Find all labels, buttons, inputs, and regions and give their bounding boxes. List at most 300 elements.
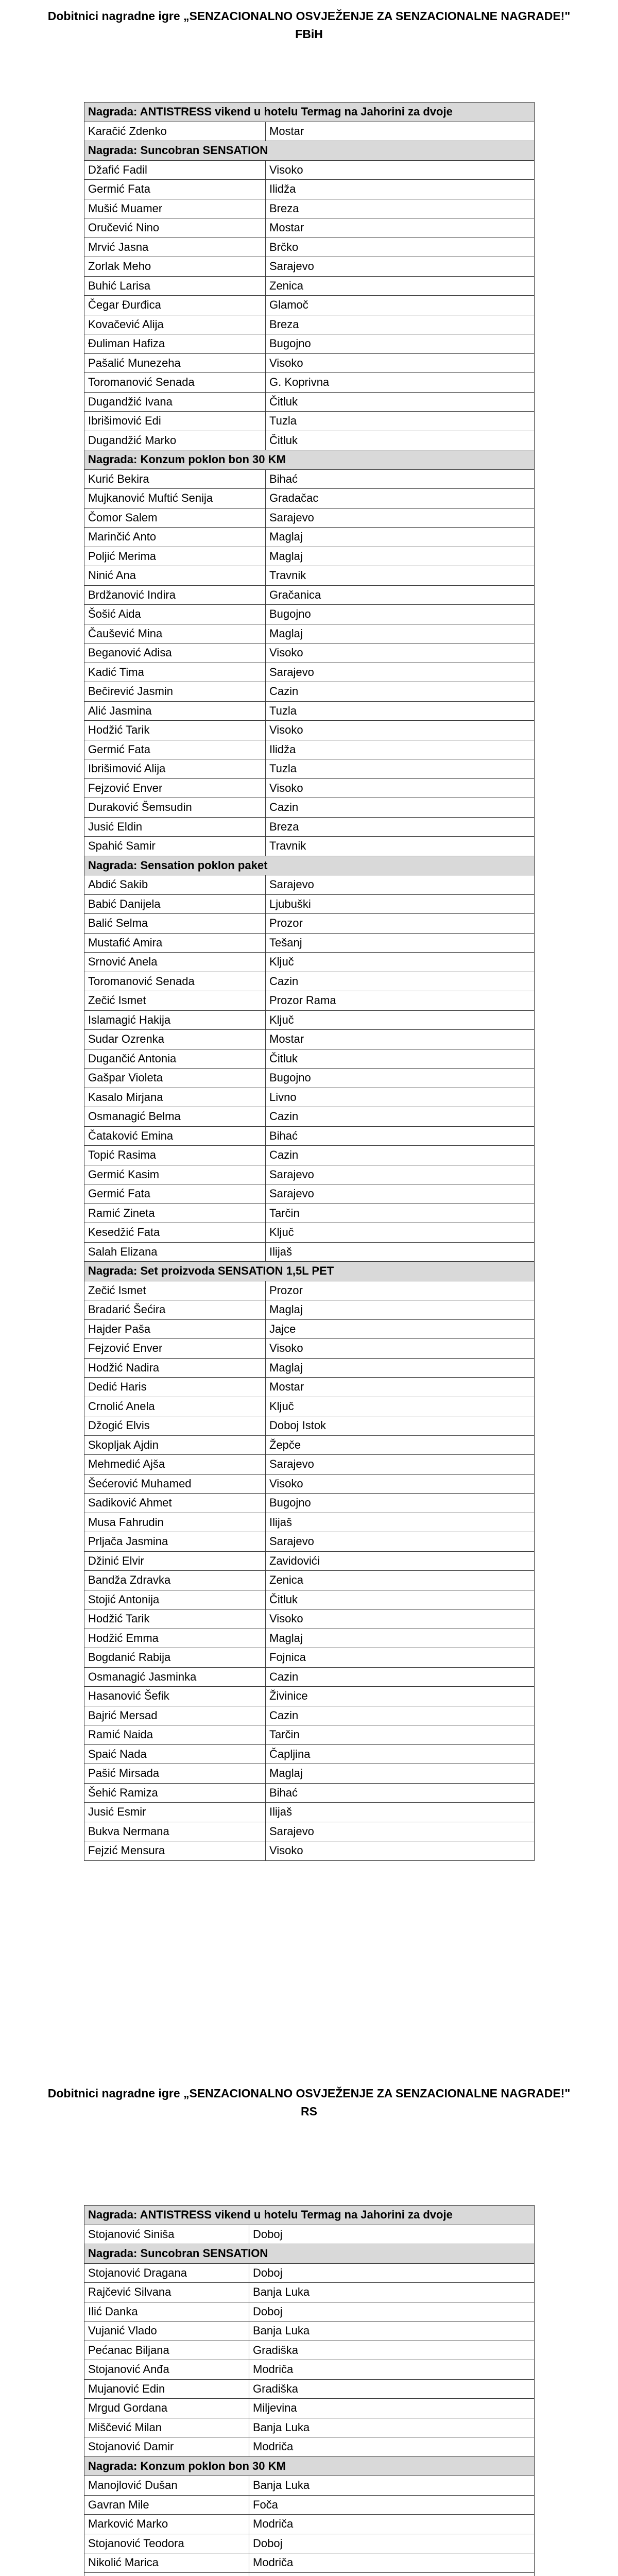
table-row — [84, 894, 535, 914]
winner-city: Mostar — [266, 1030, 535, 1049]
table-row — [84, 1629, 535, 1648]
table-row — [84, 276, 535, 296]
table-row — [84, 1571, 535, 1590]
winner-city: Maglaj — [266, 1629, 535, 1648]
prize-header: Nagrada: Konzum poklon bon 30 KM — [84, 2456, 535, 2476]
table-row — [84, 1764, 535, 1784]
table-row — [84, 2437, 535, 2457]
winner-city: Visoko — [266, 353, 535, 373]
table-row — [84, 1803, 535, 1822]
winner-city: Doboj — [249, 2302, 535, 2321]
table-row — [84, 778, 535, 798]
table-row — [84, 1069, 535, 1088]
winner-name: Džinić Elvir — [84, 1551, 266, 1571]
table-row — [84, 1822, 535, 1841]
winner-city: Cazin — [266, 682, 535, 702]
table-row — [84, 1725, 535, 1745]
table-row — [84, 353, 535, 373]
table-row — [84, 1513, 535, 1532]
winner-name: Germić Kasim — [84, 1165, 266, 1184]
table-row — [84, 218, 535, 238]
winner-city: Banja Luka — [249, 2418, 535, 2437]
table-row — [84, 1841, 535, 1861]
winner-name: Mehmedić Ajša — [84, 1455, 266, 1475]
fbih-title-line1: Dobitnici nagradne igre „SENZACIONALNO OSVJEŽENJE ZA SENZACIONALNE NAGRADE!" — [47, 9, 571, 23]
winner-name: Gavran Mile — [84, 2495, 249, 2515]
rs-title-line1: Dobitnici nagradne igre „SENZACIONALNO OSVJEŽENJE ZA SENZACIONALNE NAGRADE!" — [47, 2087, 571, 2100]
table-row — [84, 508, 535, 528]
winner-name: Čomor Salem — [84, 508, 266, 528]
rs-title-line2: RS — [301, 2104, 317, 2118]
winner-city: Visoko — [266, 721, 535, 740]
winner-name: Ramić Naida — [84, 1725, 266, 1745]
winner-name: Kurić Bekira — [84, 469, 266, 489]
winner-name: Dugančić Antonia — [84, 1049, 266, 1069]
winner-city: Bugojno — [266, 1069, 535, 1088]
table-row — [84, 2302, 535, 2321]
prize-header-row — [84, 856, 535, 875]
winner-name: Topić Rasima — [84, 1146, 266, 1165]
winner-city: Glamoč — [266, 296, 535, 315]
winner-city: Gradiška — [249, 2379, 535, 2399]
table-row — [84, 2572, 535, 2576]
winner-name: Germić Fata — [84, 180, 266, 199]
winner-city: Ključ — [266, 1010, 535, 1030]
prize-header-row — [84, 2244, 535, 2264]
winner-name: Karačić Zdenko — [84, 122, 266, 141]
winner-name: Manojlović Dušan — [84, 2476, 249, 2496]
winner-name: Osmanagić Jasminka — [84, 1667, 266, 1687]
winner-city: Gradačac — [266, 489, 535, 509]
table-row — [84, 1378, 535, 1397]
winner-name: Mustafić Amira — [84, 933, 266, 953]
winner-city: Visoko — [266, 778, 535, 798]
winner-name: Stojanović Dragana — [84, 2263, 249, 2283]
winner-city: Zenica — [266, 276, 535, 296]
winner-city: Modriča — [249, 2515, 535, 2534]
winner-name: Mušić Muamer — [84, 199, 266, 218]
prize-header: Nagrada: Suncobran SENSATION — [84, 141, 535, 161]
table-row — [84, 1088, 535, 1107]
winner-name: Duraković Šemsudin — [84, 798, 266, 818]
table-row — [84, 2476, 535, 2496]
winner-city: Prozor — [266, 914, 535, 934]
winner-city: Ljubuški — [266, 894, 535, 914]
winner-name: Nikolić Marica — [84, 2553, 249, 2573]
winner-city: Modriča — [249, 2553, 535, 2573]
winner-name: Bogdanić Rabija — [84, 1648, 266, 1668]
table-row — [84, 1107, 535, 1127]
table-row — [84, 122, 535, 141]
table-row — [84, 2283, 535, 2302]
table-row — [84, 1744, 535, 1764]
winner-city: Ključ — [266, 1223, 535, 1243]
table-row — [84, 1667, 535, 1687]
winner-city: Sarajevo — [266, 1165, 535, 1184]
winner-city: Maglaj — [266, 547, 535, 566]
table-row — [84, 1030, 535, 1049]
winner-name: Ninić Ana — [84, 566, 266, 586]
table-row — [84, 933, 535, 953]
table-row — [84, 2263, 535, 2283]
winner-name: Buhić Larisa — [84, 276, 266, 296]
winner-name: Kadić Tima — [84, 663, 266, 682]
winner-city: Visoko — [266, 1339, 535, 1359]
winner-city: Ključ — [266, 953, 535, 972]
winner-name: Hajder Paša — [84, 1319, 266, 1339]
table-row — [84, 605, 535, 624]
table-row — [84, 798, 535, 818]
winner-name: Abdić Sakib — [84, 875, 266, 895]
winner-city: Bihać — [266, 1783, 535, 1803]
winner-name: Rajčević Silvana — [84, 2283, 249, 2302]
table-row — [84, 1358, 535, 1378]
winner-name: Sudar Ozrenka — [84, 1030, 266, 1049]
table-row — [84, 1494, 535, 1513]
winner-name: Mrgud Gordana — [84, 2399, 249, 2418]
table-row — [84, 837, 535, 856]
table-row — [84, 257, 535, 277]
winner-name: Mujkanović Muftić Senija — [84, 489, 266, 509]
winner-name: Ilić Danka — [84, 2302, 249, 2321]
winner-city: Mostar — [266, 122, 535, 141]
table-row — [84, 2341, 535, 2360]
winner-name: Alić Jasmina — [84, 701, 266, 721]
winner-name: Ibrišimović Edi — [84, 412, 266, 431]
winner-city: Tuzla — [266, 701, 535, 721]
winner-city: Visoko — [266, 160, 535, 180]
winner-name: Šećerović Muhamed — [84, 1474, 266, 1494]
prize-header: Nagrada: ANTISTRESS vikend u hotelu Termag na Jahorini za dvoje — [84, 2206, 535, 2225]
table-row — [84, 1146, 535, 1165]
winner-name: Jusić Eldin — [84, 817, 266, 837]
winner-name: Džafić Fadil — [84, 160, 266, 180]
winner-name: Sadiković Ahmet — [84, 1494, 266, 1513]
winner-name: Ramić Zineta — [84, 1204, 266, 1223]
winner-name: Crnolić Anela — [84, 1397, 266, 1416]
winner-name: Ibrišimović Alija — [84, 759, 266, 779]
winner-city: Čitluk — [266, 392, 535, 412]
table-row — [84, 1590, 535, 1609]
winner-city: Čitluk — [266, 1049, 535, 1069]
winner-name: Stojić Antonija — [84, 1590, 266, 1609]
table-row — [84, 817, 535, 837]
winner-name: Stojanović Siniša — [84, 2225, 249, 2244]
table-row — [84, 953, 535, 972]
winner-city: Maglaj — [266, 1764, 535, 1784]
winner-city: Gradiška — [249, 2341, 535, 2360]
winner-city: Prozor — [266, 1281, 535, 1300]
winner-name: Pašić Mirsada — [84, 1764, 266, 1784]
winner-city: Zavidovići — [266, 1551, 535, 1571]
winner-city: Fojnica — [266, 1648, 535, 1668]
table-row — [84, 643, 535, 663]
winner-city: Sarajevo — [266, 1455, 535, 1475]
winner-name: Spaić Nada — [84, 1744, 266, 1764]
table-row — [84, 972, 535, 991]
winner-name: Vujanić Vlado — [84, 2321, 249, 2341]
winner-name: Kesedžić Fata — [84, 1223, 266, 1243]
table-row — [84, 296, 535, 315]
winner-name: Stojanović Anđa — [84, 2360, 249, 2380]
winner-city: Mostar — [266, 1378, 535, 1397]
rs-title — [0, 2084, 618, 2120]
winner-name: Stojanović Teodora — [84, 2534, 249, 2553]
winner-name: Bukva Nermana — [84, 1822, 266, 1841]
winner-city: Sarajevo — [266, 1184, 535, 1204]
prize-header: Nagrada: Set proizvoda SENSATION 1,5L PET — [84, 1262, 535, 1281]
table-row — [84, 991, 535, 1011]
winner-city: Tarčin — [266, 1204, 535, 1223]
winner-name: Osmanagić Belma — [84, 1107, 266, 1127]
table-row — [84, 2360, 535, 2380]
winner-name: Toromanović Senada — [84, 972, 266, 991]
winner-name: Skopljak Ajdin — [84, 1435, 266, 1455]
winner-city: Sarajevo — [266, 508, 535, 528]
prize-header: Nagrada: Sensation poklon paket — [84, 856, 535, 875]
winner-name: Marinčić Anto — [84, 528, 266, 547]
table-row — [84, 1223, 535, 1243]
winner-name: Musa Fahrudin — [84, 1513, 266, 1532]
table-row — [84, 2418, 535, 2437]
table-row — [84, 1648, 535, 1668]
prize-header-row — [84, 2206, 535, 2225]
winner-city: G. Koprivna — [266, 373, 535, 393]
winner-city: Modriča — [249, 2437, 535, 2457]
table-row — [84, 2399, 535, 2418]
winner-name: Babić Danijela — [84, 894, 266, 914]
winner-name: Germić Fata — [84, 740, 266, 759]
winner-city: Ilijaš — [266, 1513, 535, 1532]
prize-header-row — [84, 1262, 535, 1281]
winner-city: Gračanica — [266, 585, 535, 605]
winner-city: Bihać — [266, 469, 535, 489]
winner-name: Hasanović Šefik — [84, 1687, 266, 1706]
winner-city: Visoko — [266, 1474, 535, 1494]
winner-city: Ključ — [266, 1397, 535, 1416]
winner-name: Salah Elizana — [84, 1242, 266, 1262]
winner-city: Visoko — [266, 643, 535, 663]
winner-city: Visoko — [266, 1841, 535, 1861]
winner-name: Čegar Đurđica — [84, 296, 266, 315]
winner-city: Ilidža — [266, 180, 535, 199]
winner-city: Mostar — [266, 218, 535, 238]
winner-name: Zorlak Meho — [84, 257, 266, 277]
winner-name: Islamagić Hakija — [84, 1010, 266, 1030]
table-row — [84, 315, 535, 334]
winner-name: Prljača Jasmina — [84, 1532, 266, 1552]
winner-name: Bradarić Šećira — [84, 1300, 266, 1320]
table-row — [84, 682, 535, 702]
winner-name: Kasalo Mirjana — [84, 1088, 266, 1107]
winner-city: Livno — [266, 1088, 535, 1107]
winner-name: Bandža Zdravka — [84, 1571, 266, 1590]
winner-city: Maglaj — [266, 1358, 535, 1378]
table-row — [84, 1455, 535, 1475]
winner-city: Bugojno — [266, 334, 535, 354]
table-row — [84, 392, 535, 412]
table-row — [84, 1010, 535, 1030]
winner-city: Jajce — [266, 1319, 535, 1339]
table-row — [84, 160, 535, 180]
winner-city: Sarajevo — [266, 1532, 535, 1552]
winner-name: Fejzić Mensura — [84, 1841, 266, 1861]
winner-city: Cazin — [266, 972, 535, 991]
winner-name — [84, 2572, 249, 2576]
winner-city: Maglaj — [266, 1300, 535, 1320]
winner-city: Zenica — [266, 1571, 535, 1590]
winner-name: Čaušević Mina — [84, 624, 266, 643]
winner-name: Dugandžić Ivana — [84, 392, 266, 412]
table-row — [84, 180, 535, 199]
winner-name: Stojanović Damir — [84, 2437, 249, 2457]
winner-name: Šošić Aida — [84, 605, 266, 624]
winner-city: Banja Luka — [249, 2283, 535, 2302]
winner-city: Doboj — [249, 2225, 535, 2244]
winner-name: Miščević Milan — [84, 2418, 249, 2437]
winner-name: Marković Marko — [84, 2515, 249, 2534]
table-row — [84, 624, 535, 643]
table-row — [84, 2495, 535, 2515]
table-row — [84, 431, 535, 450]
winner-city: Doboj — [249, 2534, 535, 2553]
winner-name: Kovačević Alija — [84, 315, 266, 334]
winner-city: Travnik — [266, 566, 535, 586]
winner-city: Banja Luka — [249, 2321, 535, 2341]
table-row — [84, 875, 535, 895]
table-row — [84, 2321, 535, 2341]
table-row — [84, 528, 535, 547]
winner-city: Živinice — [266, 1687, 535, 1706]
winner-city: Foča — [249, 2495, 535, 2515]
winner-city: Čapljina — [266, 1744, 535, 1764]
winner-city: Maglaj — [266, 528, 535, 547]
winner-name: Toromanović Senada — [84, 373, 266, 393]
table-row — [84, 701, 535, 721]
winner-city: Ilijaš — [266, 1242, 535, 1262]
winner-city: Cazin — [266, 1706, 535, 1725]
winner-city: Ilidža — [266, 740, 535, 759]
table-row — [84, 1319, 535, 1339]
winner-name: Srnović Anela — [84, 953, 266, 972]
table-row — [84, 2379, 535, 2399]
winner-name: Beganović Adisa — [84, 643, 266, 663]
winner-city: Cazin — [266, 798, 535, 818]
winner-city: Tuzla — [266, 412, 535, 431]
winner-name: Jusić Esmir — [84, 1803, 266, 1822]
winner-name: Bajrić Mersad — [84, 1706, 266, 1725]
table-row — [84, 1532, 535, 1552]
winner-city: Sarajevo — [266, 875, 535, 895]
winner-name: Balić Selma — [84, 914, 266, 934]
winner-city: Banja Luka — [249, 2476, 535, 2496]
table-row — [84, 1783, 535, 1803]
winner-city: Cazin — [266, 1667, 535, 1687]
table-row — [84, 1706, 535, 1725]
winner-city: Sarajevo — [266, 663, 535, 682]
winner-city: Tuzla — [266, 759, 535, 779]
winner-name: Hodžić Tarik — [84, 1609, 266, 1629]
winner-city — [249, 2572, 535, 2576]
prize-header: Nagrada: Konzum poklon bon 30 KM — [84, 450, 535, 470]
winner-city: Žepče — [266, 1435, 535, 1455]
winner-name: Šehić Ramiza — [84, 1783, 266, 1803]
table-row — [84, 469, 535, 489]
table-row — [84, 1281, 535, 1300]
table-row — [84, 489, 535, 509]
table-row — [84, 1397, 535, 1416]
rs-winners-table — [84, 2205, 535, 2576]
fbih-winners-table — [84, 102, 535, 1861]
table-row — [84, 1204, 535, 1223]
prize-header-row — [84, 2456, 535, 2476]
winner-name: Hodžić Emma — [84, 1629, 266, 1648]
table-row — [84, 1126, 535, 1146]
table-row — [84, 1339, 535, 1359]
winner-city: Travnik — [266, 837, 535, 856]
table-row — [84, 238, 535, 257]
table-row — [84, 914, 535, 934]
winner-name: Đuliman Hafiza — [84, 334, 266, 354]
winner-name: Čataković Emina — [84, 1126, 266, 1146]
winner-name: Dedić Haris — [84, 1378, 266, 1397]
table-row — [84, 1474, 535, 1494]
winner-city: Doboj — [249, 2263, 535, 2283]
winner-name: Zečić Ismet — [84, 1281, 266, 1300]
winner-name: Hodžić Nadira — [84, 1358, 266, 1378]
table-row — [84, 1687, 535, 1706]
table-row — [84, 199, 535, 218]
winner-name: Bečirević Jasmin — [84, 682, 266, 702]
table-row — [84, 1416, 535, 1436]
winner-city: Bugojno — [266, 1494, 535, 1513]
winner-city: Breza — [266, 817, 535, 837]
winner-city: Čitluk — [266, 431, 535, 450]
winner-city: Sarajevo — [266, 1822, 535, 1841]
table-row — [84, 412, 535, 431]
winner-name: Pašalić Munezeha — [84, 353, 266, 373]
prize-header-row — [84, 450, 535, 470]
winner-name: Gašpar Violeta — [84, 1069, 266, 1088]
winner-name: Poljić Merima — [84, 547, 266, 566]
table-row — [84, 663, 535, 682]
winner-city: Doboj Istok — [266, 1416, 535, 1436]
winner-name: Zečić Ismet — [84, 991, 266, 1011]
table-row — [84, 721, 535, 740]
fbih-title-line2: FBiH — [295, 27, 323, 41]
table-row — [84, 1049, 535, 1069]
prize-header-row — [84, 103, 535, 122]
table-row — [84, 759, 535, 779]
winner-city: Tešanj — [266, 933, 535, 953]
winner-name: Fejzović Enver — [84, 778, 266, 798]
winner-city: Tarčin — [266, 1725, 535, 1745]
prize-header: Nagrada: Suncobran SENSATION — [84, 2244, 535, 2264]
table-row — [84, 2515, 535, 2534]
table-row — [84, 1300, 535, 1320]
prize-header-row — [84, 141, 535, 161]
table-row — [84, 1551, 535, 1571]
winner-city: Čitluk — [266, 1590, 535, 1609]
winner-city: Cazin — [266, 1107, 535, 1127]
winner-city: Sarajevo — [266, 257, 535, 277]
fbih-title — [0, 7, 618, 43]
winner-city: Cazin — [266, 1146, 535, 1165]
prize-header: Nagrada: ANTISTRESS vikend u hotelu Termag na Jahorini za dvoje — [84, 103, 535, 122]
table-row — [84, 1609, 535, 1629]
winner-city: Maglaj — [266, 624, 535, 643]
winner-city: Bihać — [266, 1126, 535, 1146]
